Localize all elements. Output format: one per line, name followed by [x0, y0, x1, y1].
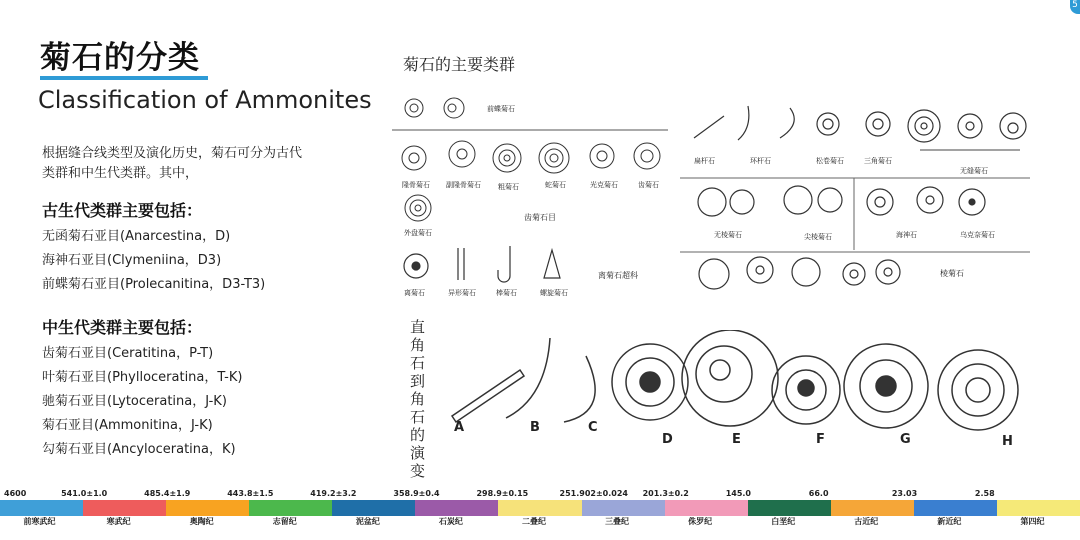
timeline-period-name: 侏罗纪	[688, 517, 713, 526]
label: 三角菊石	[864, 157, 892, 165]
list-item: 驰菊石亚目(Lytoceratina，J-K)	[42, 394, 227, 409]
ammonite-drawings-right	[680, 90, 1032, 294]
label: 异形菊石	[448, 289, 476, 297]
label: 蛇菊石	[545, 181, 566, 189]
timeline-period-name: 志留纪	[272, 517, 297, 526]
timeline-period-bar	[415, 500, 499, 516]
timeline-period-bar	[0, 500, 84, 516]
timeline-period-name: 第四纪	[1020, 517, 1045, 526]
page-subtitle: Classification of Ammonites	[38, 86, 372, 114]
title-underline	[40, 76, 208, 80]
timeline-period-bar	[582, 500, 666, 516]
timeline-period-bar	[498, 500, 582, 516]
timeline-period-bar	[665, 500, 749, 516]
label: 外盘菊石	[404, 229, 432, 237]
intro-text: 根据缝合线类型及演化历史，菊石可分为古代类群和中生代类群。其中，	[42, 146, 303, 181]
geologic-timeline	[0, 486, 1080, 540]
timeline-period-bar	[748, 500, 832, 516]
timeline-boundary-value: 485.4±1.9	[144, 489, 191, 498]
timeline-period-bar	[831, 500, 915, 516]
timeline-boundary-value: 298.9±0.15	[476, 489, 529, 498]
label: 螺旋菊石	[540, 289, 568, 297]
evolution-letter: F	[816, 432, 825, 447]
figure-title: 菊石的主要类群	[403, 55, 516, 74]
timeline-boundary-value: 66.0	[808, 489, 829, 498]
label: 尖棱菊石	[804, 233, 832, 241]
label: 海神石	[896, 231, 917, 239]
evolution-letter: B	[530, 420, 540, 435]
paleozoic-list	[42, 225, 265, 297]
label: 光克菊石	[590, 181, 618, 189]
timeline-period-name: 前寒武纪	[23, 517, 56, 526]
timeline-period-name: 寒武纪	[106, 517, 131, 526]
timeline-period-name: 奥陶纪	[189, 517, 214, 526]
timeline-period-bar	[332, 500, 416, 516]
list-item: 勾菊石亚目(Ancyloceratina，K)	[42, 442, 236, 457]
label: 离菊石	[404, 289, 425, 297]
timeline-period-bar	[166, 500, 250, 516]
timeline-period-name: 古近纪	[854, 517, 879, 526]
label: 粗菊石	[498, 183, 519, 191]
ammonite-groups-left-figure	[392, 88, 672, 306]
list-item: 海神石亚目(Clymeniina，D3)	[42, 253, 222, 268]
timeline-period-name: 新近纪	[937, 517, 962, 526]
evolution-letter: G	[900, 432, 911, 447]
label: 棱菊石	[940, 269, 964, 278]
list-item: 齿菊石亚目(Ceratitina，P-T)	[42, 346, 214, 361]
mesozoic-list	[42, 342, 242, 462]
timeline-period-bar	[914, 500, 998, 516]
timeline-boundary-value: 2.58	[974, 489, 995, 498]
evolution-letter: C	[588, 420, 598, 435]
evolution-letter: E	[732, 432, 741, 447]
label: 齿菊石	[638, 181, 659, 189]
evolution-label: 直角石到角石的演变	[410, 318, 426, 480]
label: 环杆石	[750, 157, 771, 165]
label: 副隆骨菊石	[446, 181, 481, 189]
paleozoic-section	[42, 198, 265, 297]
list-item: 菊石亚目(Ammonitina，J-K)	[42, 418, 213, 433]
ammonite-groups-right-figure	[680, 90, 1032, 294]
label: 无棱菊石	[714, 231, 742, 239]
page-title: 菊石的分类	[40, 40, 200, 76]
timeline-period-name: 白垩纪	[771, 517, 796, 526]
mesozoic-section	[42, 315, 242, 462]
list-item: 前蝶菊石亚目(Prolecanitina，D3-T3)	[42, 277, 266, 292]
label-prolecanites: 前蝶菊石	[487, 105, 515, 113]
timeline-boundary-value: 419.2±3.2	[310, 489, 357, 498]
evolution-letter: A	[454, 420, 465, 435]
timeline-period-name: 二叠纪	[522, 517, 546, 526]
timeline-boundary-value: 145.0	[725, 489, 751, 498]
timeline-boundary-value: 358.9±0.4	[393, 489, 440, 498]
timeline-period-bar	[997, 500, 1080, 516]
timeline-period-bar	[249, 500, 333, 516]
timeline-boundary-value: 201.3±0.2	[642, 489, 689, 498]
page-number-badge: 5	[1070, 0, 1080, 14]
evolution-sequence	[440, 330, 1040, 450]
timeline-period-name: 石炭纪	[438, 517, 463, 526]
timeline-period-name: 三叠纪	[605, 517, 630, 526]
label: 隆骨菊石	[402, 181, 430, 189]
evolution-letter: D	[662, 432, 673, 447]
list-item: 无函菊石亚目(Anarcestina，D)	[42, 229, 231, 244]
label: 乌克奈菊石	[960, 231, 995, 239]
group-label: 齿菊石目	[524, 213, 556, 222]
timeline-boundary-value: 23.03	[891, 489, 918, 498]
paleozoic-heading: 古生代类群主要包括：	[42, 201, 203, 220]
label: 无缝菊石	[960, 167, 988, 175]
timeline-boundary-value: 251.902±0.024	[559, 489, 628, 498]
timeline-boundary-value: 443.8±1.5	[227, 489, 274, 498]
timeline-period-name: 泥盆纪	[355, 517, 380, 526]
label: 松卷菊石	[816, 157, 844, 165]
timeline-period-bar	[83, 500, 167, 516]
label: 离菊石超科	[598, 271, 638, 280]
list-item: 叶菊石亚目(Phylloceratina，T-K)	[42, 370, 243, 385]
timeline-boundary-value: 541.0±1.0	[61, 489, 108, 498]
label: 棒菊石	[496, 289, 517, 297]
evolution-letter: H	[1002, 434, 1013, 449]
mesozoic-heading: 中生代类群主要包括：	[42, 318, 203, 337]
timeline-boundary-value: 4600	[4, 489, 27, 498]
label: 扁杆石	[694, 157, 715, 165]
